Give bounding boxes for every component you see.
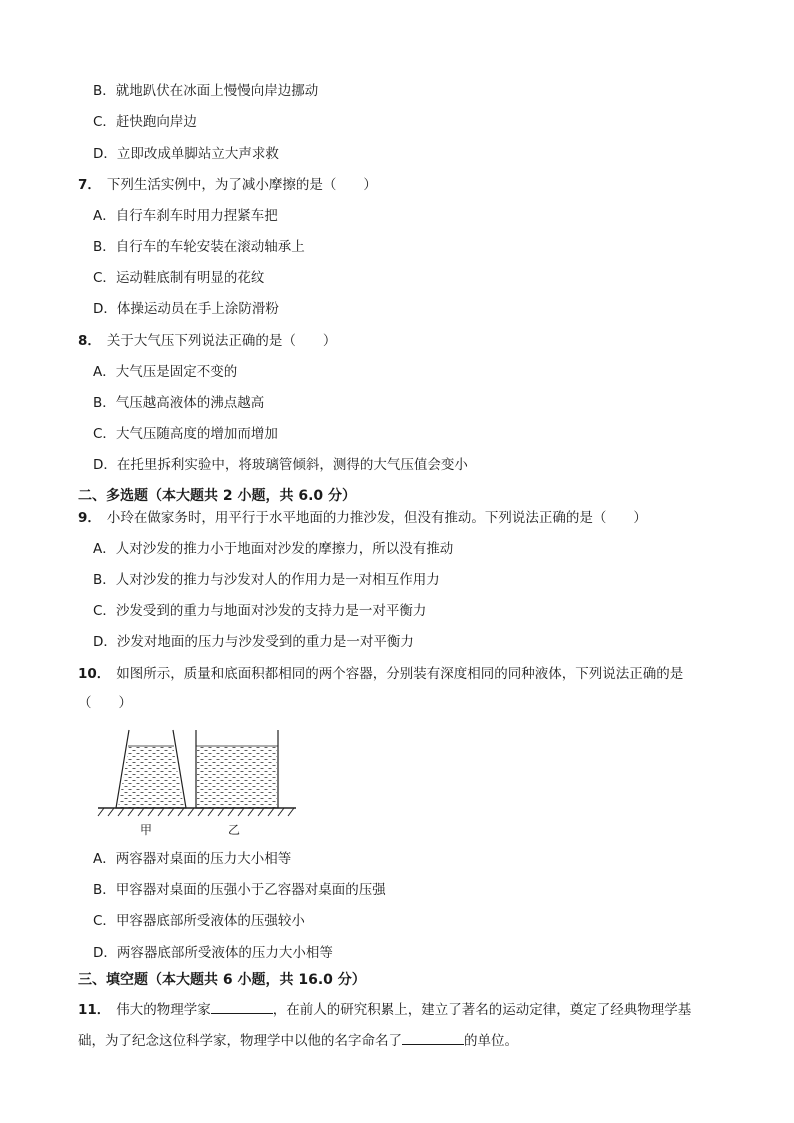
- q10-figure: [96, 728, 298, 820]
- table-surface: [98, 808, 296, 816]
- q11-number: 11．: [78, 1002, 111, 1018]
- q11-blank-2[interactable]: [402, 1029, 464, 1045]
- q7-number: 7．: [78, 177, 101, 193]
- q8-option-c: C．大气压随高度的增加而增加: [93, 426, 278, 442]
- q11-blank-1[interactable]: [211, 998, 273, 1014]
- container-jia: [116, 730, 186, 808]
- section-3-heading: 三、填空题（本大题共 6 小题，共 16.0 分）: [78, 972, 366, 988]
- q7-option-b: B．自行车的车轮安装在滚动轴承上: [93, 239, 305, 255]
- q10-number: 10．: [78, 666, 111, 682]
- q10-stem-continued: （ ）: [78, 695, 132, 711]
- q9-number: 9．: [78, 510, 101, 526]
- q7-option-d: D．体操运动员在手上涂防滑粉: [93, 301, 279, 317]
- q7-stem: 7． 下列生活实例中，为了减小摩擦的是（ ）: [78, 177, 377, 193]
- q8-stem: 8． 关于大气压下列说法正确的是（ ）: [78, 333, 337, 349]
- q6-option-b: B．就地趴伏在冰面上慢慢向岸边挪动: [93, 83, 319, 99]
- q11-line-1: 11． 伟大的物理学家 ，在前人的研究积累上，建立了著名的运动定律，奠定了经典物理学基: [78, 998, 691, 1019]
- q10-option-b: B．甲容器对桌面的压强小于乙容器对桌面的压强: [93, 882, 386, 898]
- q10-option-a: A．两容器对桌面的压力大小相等: [93, 851, 292, 867]
- container-yi: [196, 730, 278, 808]
- q10-option-c: C．甲容器底部所受液体的压强较小: [93, 913, 305, 929]
- q7-option-c: C．运动鞋底制有明显的花纹: [93, 270, 265, 286]
- q9-option-d: D．沙发对地面的压力与沙发受到的重力是一对平衡力: [93, 634, 414, 650]
- q8-option-b: B．气压越高液体的沸点越高: [93, 395, 265, 411]
- q9-option-c: C．沙发受到的重力与地面对沙发的支持力是一对平衡力: [93, 603, 427, 619]
- q10-option-d: D．两容器底部所受液体的压力大小相等: [93, 945, 333, 961]
- q9-option-b: B．人对沙发的推力与沙发对人的作用力是一对相互作用力: [93, 572, 440, 588]
- q7-option-a: A．自行车刹车时用力捏紧车把: [93, 208, 278, 224]
- q8-number: 8．: [78, 333, 101, 349]
- q11-line-2: 础，为了纪念这位科学家，物理学中以他的名字命名了 的单位。: [78, 1029, 518, 1050]
- q6-option-d: D．立即改成单脚站立大声求救: [93, 146, 279, 162]
- figure-label-jia: 甲: [140, 823, 153, 837]
- q8-option-d: D．在托里拆利实验中，将玻璃管倾斜，测得的大气压值会变小: [93, 457, 468, 473]
- q9-stem: 9． 小玲在做家务时，用平行于水平地面的力推沙发，但没有推动。下列说法正确的是（ ）: [78, 510, 647, 526]
- q10-stem: 10． 如图所示，质量和底面积都相同的两个容器，分别装有深度相同的同种液体，下列说法正确的是: [78, 666, 684, 682]
- section-2-heading: 二、多选题（本大题共 2 小题，共 6.0 分）: [78, 488, 357, 504]
- q9-option-a: A．人对沙发的推力小于地面对沙发的摩擦力，所以没有推动: [93, 541, 454, 557]
- figure-label-yi: 乙: [228, 823, 241, 837]
- q6-option-c: C．赶快跑向岸边: [93, 114, 197, 130]
- q8-option-a: A．大气压是固定不变的: [93, 364, 238, 380]
